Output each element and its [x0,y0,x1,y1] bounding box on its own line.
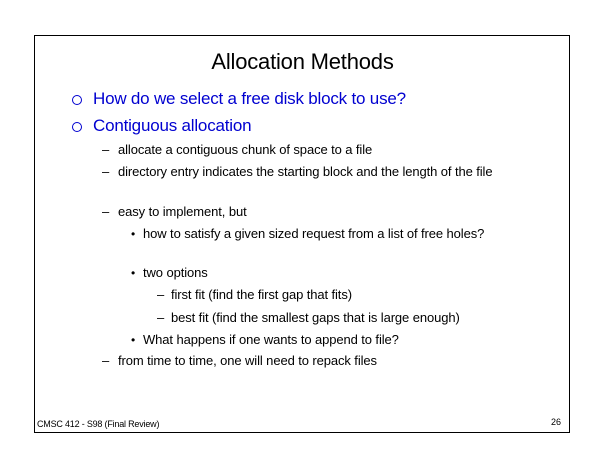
bullet-item: Contiguous allocation [93,116,252,135]
dash-icon: – [157,287,165,302]
slide-title: Allocation Methods [211,49,394,74]
dash-icon: – [102,353,110,368]
bullet-item: How do we select a free disk block to use? [93,89,406,108]
bullet-dot-icon: • [131,266,136,280]
dash-icon: – [102,164,110,179]
slide-footer: CMSC 412 - S98 (Final Review) [37,419,160,429]
bullet-circle-icon [72,122,82,132]
option-item: best fit (find the smallest gaps that is large enough) [171,310,460,325]
dash-icon: – [157,310,165,325]
dash-icon: – [102,142,110,157]
sub-sub-item: two options [143,265,208,280]
page-number: 26 [551,417,562,427]
bullet-dot-icon: • [131,333,136,347]
dash-icon: – [102,204,110,219]
sub-sub-item: What happens if one wants to append to file? [143,332,399,347]
bullet-circle-icon [72,95,82,105]
sub-item: easy to implement, but [118,204,247,219]
sub-sub-item: how to satisfy a given sized request from a list of free holes? [143,226,485,241]
sub-item: directory entry indicates the starting block and the length of the file [118,164,493,179]
sub-item: from time to time, one will need to repack files [118,353,377,368]
sub-item: allocate a contiguous chunk of space to a file [118,142,373,157]
bullet-dot-icon: • [131,227,136,241]
option-item: first fit (find the first gap that fits) [171,287,352,302]
